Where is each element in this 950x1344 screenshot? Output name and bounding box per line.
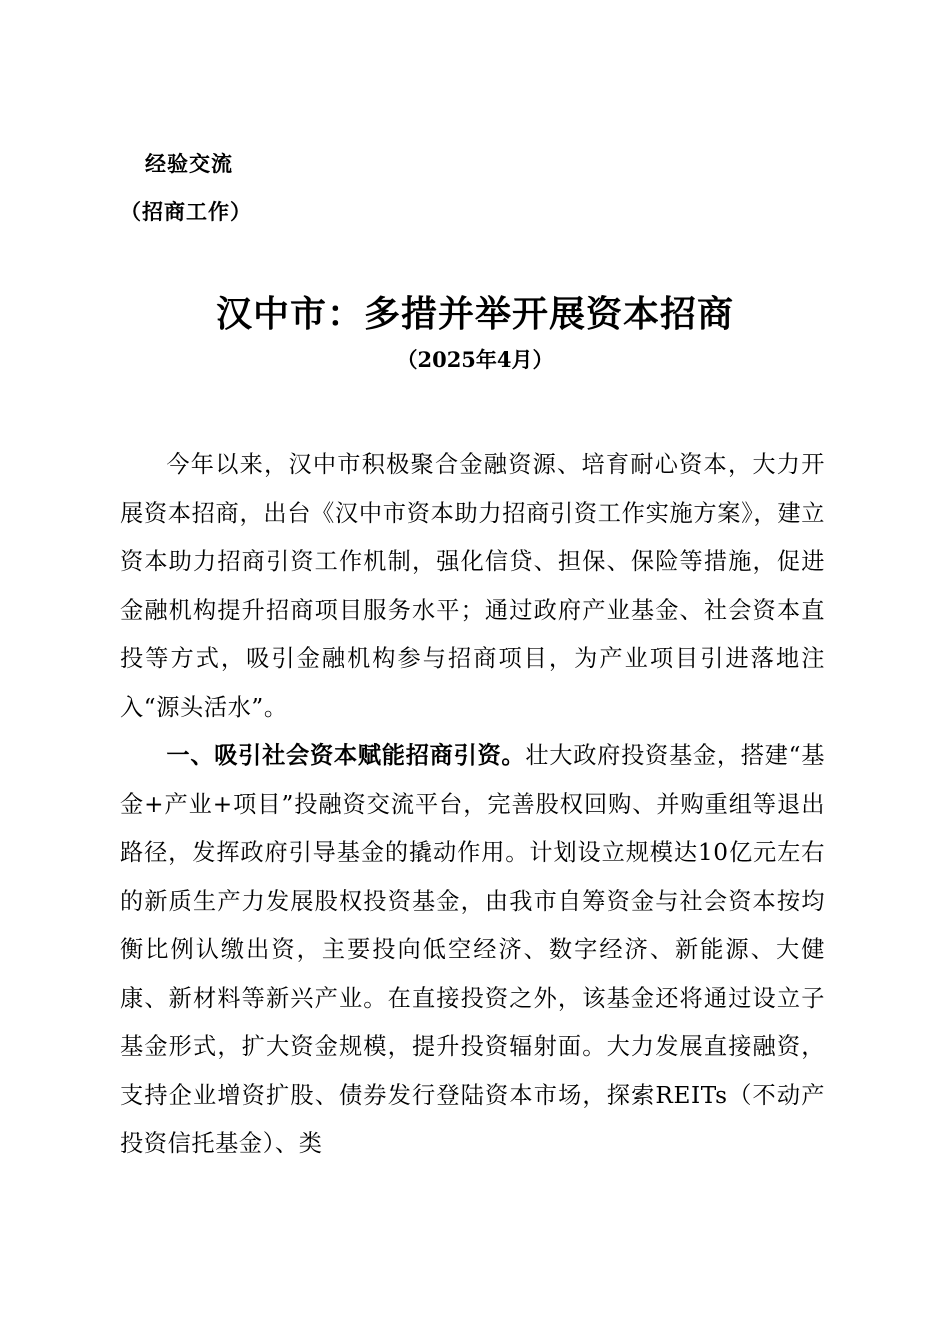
paragraph-text: 壮大政府投资基金，搭建“基金+产业+项目”投融资交流平台，完善股权回购、并购重组等退出路径，发挥政府引导基金的撬动作用。计划设立规模达10亿元左右的新质生产力发展股权投资基金，由我市自筹资金与社会资本按均衡比例认缴出资，主要投向低空经济、数字经济、新能源、大健康、新材料等新兴产业。在直接投资之外，该基金还将通过设立子基金形式，扩大资金规模，提升投资辐射面。大力发展直接融资，支持企业增资扩股、债券发行登陆资本市场，探索REITs（不动产投资信托基金）、类 [120,742,826,1157]
body-paragraph [120,732,825,1169]
document-category: 经验交流 [145,151,233,176]
article-date: （2025年4月） [396,347,554,372]
article-body [120,441,825,1169]
body-paragraph [120,441,825,732]
article-title: 汉中市：多措并举开展资本招商 [215,293,734,335]
paragraph-text: 今年以来，汉中市积极聚合金融资源、培育耐心资本，大力开展资本招商，出台《汉中市资本助力招商引资工作实施方案》，建立资本助力招商引资工作机制，强化信贷、担保、保险等措施，促进金融机构提升招商项目服务水平；通过政府产业基金、社会资本直投等方式，吸引金融机构参与招商项目，为产业项目引进落地注入“源头活水”。 [120,451,825,721]
section-heading: 一、吸引社会资本赋能招商引资。 [166,742,526,769]
document-subcategory: （招商工作） [120,199,252,224]
